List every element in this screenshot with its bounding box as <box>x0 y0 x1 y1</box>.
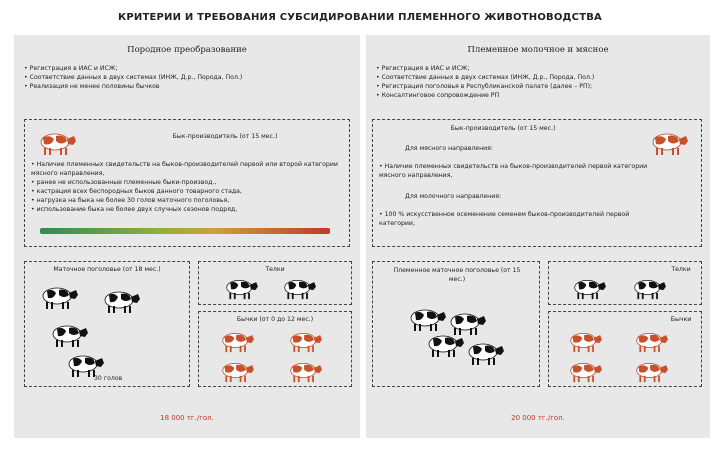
black-white-cow-icon <box>631 275 667 300</box>
black-white-cow-icon <box>223 275 259 300</box>
meat-direction-text: • Наличие племенных свидетельств на быков-производителей первой категории мясного направления, <box>379 163 648 179</box>
list-item: • Консалтинговое сопровождение РП <box>376 91 594 100</box>
red-white-cow-icon <box>37 128 77 156</box>
list-item: • Регистрация поголовья в Республиканской палате (далее – РП); <box>376 82 594 91</box>
list-item: • Реализация не менее половины бычков <box>24 82 242 91</box>
red-white-cow-icon <box>219 328 255 353</box>
right-bulls-box <box>548 311 702 387</box>
right-bulls-label: Бычки <box>670 316 692 323</box>
red-white-cow-icon <box>567 358 603 383</box>
black-white-cow-icon <box>571 275 607 300</box>
list-item: • Регистрация в ИАС и ИСЖ; <box>24 64 242 73</box>
transformation-gradient-bar <box>40 228 330 234</box>
black-white-cow-icon <box>407 304 447 332</box>
red-white-cow-icon <box>219 358 255 383</box>
black-white-cow-icon <box>39 282 79 310</box>
red-white-cow-icon <box>287 328 323 353</box>
red-white-cow-icon <box>649 128 689 156</box>
left-bulls-box <box>198 311 352 387</box>
left-amount: 18 000 тг./гол. <box>160 414 214 422</box>
left-panel <box>14 35 360 438</box>
dairy-direction-text: • 100 % искусственное осеменение семенем быков-производителей первой категории, <box>379 211 630 227</box>
left-bulls-label: Бычки (от 0 до 12 мес.) <box>236 316 314 323</box>
list-item: • Наличие племенных свидетельств на быков-производителей первой или второй категории мясного направления, <box>31 161 338 177</box>
right-mother-label: Племенное маточное поголовье (от 15 мес.) <box>393 267 521 283</box>
list-item: • кастрация всех беспородных быков данного товарного стада, <box>31 188 242 195</box>
left-heads-label: 30 голов <box>94 375 123 382</box>
red-white-cow-icon <box>633 328 669 353</box>
left-calves-box <box>198 261 352 305</box>
list-item: • нагрузка на быка не более 30 голов маточного поголовья, <box>31 197 230 204</box>
dairy-direction-heading: Для молочного направления: <box>405 193 502 200</box>
red-white-cow-icon <box>567 328 603 353</box>
left-criteria-list <box>31 160 345 214</box>
red-white-cow-icon <box>287 358 323 383</box>
left-bull-label: Бык-производитель (от 15 мес.) <box>172 133 278 140</box>
right-panel <box>366 35 710 438</box>
list-item: • Соответствие данных в двух системах (ИНЖ, Д.р., Порода, Пол.) <box>376 73 594 82</box>
left-mother-label: Маточное поголовье (от 18 мес.) <box>53 266 161 273</box>
right-requirements-list <box>376 64 594 100</box>
list-item: • Соответствие данных в двух системах (ИНЖ, Д.р., Порода, Пол.) <box>24 73 242 82</box>
black-white-cow-icon <box>281 275 317 300</box>
left-requirements-list <box>24 64 242 91</box>
black-white-cow-icon <box>49 320 89 348</box>
list-item: • использование быка не более двух случных сезонов подряд, <box>31 206 238 213</box>
left-panel-header: Породное преобразование <box>127 45 247 55</box>
list-item: • ранее не использованные племенные быки-производ., <box>31 179 217 186</box>
right-mother-box <box>372 261 540 387</box>
black-white-cow-icon <box>465 338 505 366</box>
black-white-cow-icon <box>101 286 141 314</box>
right-calves-label: Телки <box>671 266 691 273</box>
red-white-cow-icon <box>633 358 669 383</box>
page-title: КРИТЕРИИ И ТРЕБОВАНИЯ СУБСИДИРОВАНИИ ПЛЕМЕННОГО ЖИВОТНОВОДСТВА <box>117 12 602 23</box>
right-amount: 20 000 тг./гол. <box>511 414 565 422</box>
right-calves-box <box>548 261 702 305</box>
meat-direction-heading: Для мясного направления: <box>405 145 493 152</box>
left-calves-label: Телки <box>265 266 285 273</box>
list-item: • Регистрация в ИАС и ИСЖ; <box>376 64 594 73</box>
black-white-cow-icon <box>425 330 465 358</box>
right-bull-box <box>372 119 702 247</box>
left-mother-box <box>24 261 190 387</box>
right-bull-label: Бык-производитель (от 15 мес.) <box>450 125 556 132</box>
right-panel-header: Племенное молочное и мясное <box>467 45 609 55</box>
